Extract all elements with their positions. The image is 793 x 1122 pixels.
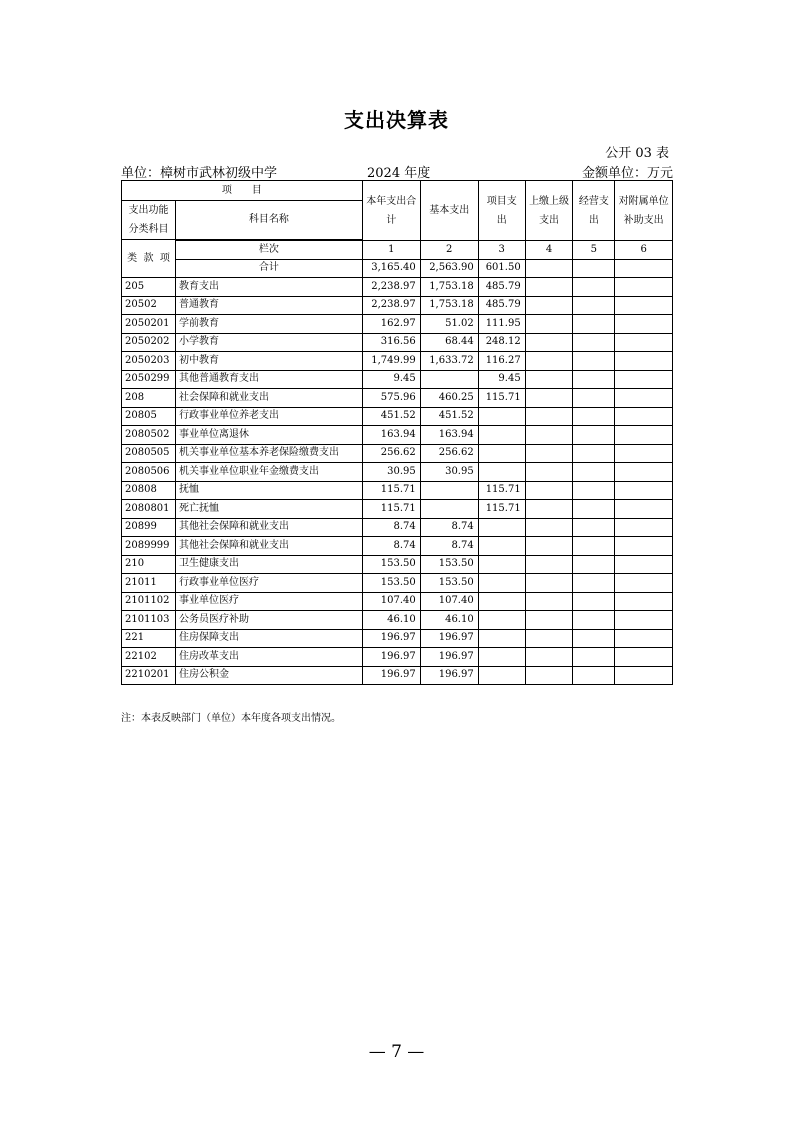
header-xiang: 项 [159, 252, 170, 264]
row-value-col-1: 107.40 [362, 592, 420, 611]
col-num-5: 5 [573, 241, 615, 260]
row-value-col-3: 485.79 [478, 296, 525, 315]
row-value-col-1: 451.52 [362, 407, 420, 426]
row-value-col-2: 196.97 [420, 648, 478, 667]
table-row [122, 444, 673, 463]
table-row [122, 407, 673, 426]
row-subject-name: 行政事业单位养老支出 [175, 407, 362, 426]
row-subject-name: 机关事业单位职业年金缴费支出 [175, 463, 362, 482]
row-value-col-3 [478, 555, 525, 574]
expenditure-table [121, 180, 673, 685]
row-value-col-3: 116.27 [478, 352, 525, 371]
row-value-col-4 [525, 555, 573, 574]
row-value-col-1: 2,238.97 [362, 278, 420, 297]
row-value-col-6 [615, 537, 673, 556]
row-value-col-3 [478, 537, 525, 556]
row-value-col-2 [420, 500, 478, 519]
row-value-col-6 [615, 389, 673, 408]
row-code: 2080506 [122, 463, 176, 482]
row-value-col-2: 1,753.18 [420, 278, 478, 297]
row-value-col-1: 46.10 [362, 611, 420, 630]
row-value-col-3: 248.12 [478, 333, 525, 352]
header-col-2: 基本支出 [420, 181, 478, 241]
row-code: 2080801 [122, 500, 176, 519]
row-value-col-2: 30.95 [420, 463, 478, 482]
row-value-col-1: 196.97 [362, 666, 420, 685]
row-value-col-1: 30.95 [362, 463, 420, 482]
row-value-col-1: 196.97 [362, 629, 420, 648]
row-value-col-4 [525, 592, 573, 611]
row-value-col-4 [525, 463, 573, 482]
header-col-6: 对附属单位补助支出 [615, 181, 673, 241]
row-code: 2210201 [122, 666, 176, 685]
row-value-col-1: 256.62 [362, 444, 420, 463]
row-value-col-4 [525, 389, 573, 408]
table-row [122, 537, 673, 556]
row-value-col-6 [615, 370, 673, 389]
row-value-col-2: 8.74 [420, 537, 478, 556]
table-row [122, 574, 673, 593]
row-value-col-2: 256.62 [420, 444, 478, 463]
header-lei: 类 [127, 252, 138, 264]
col-num-4: 4 [525, 241, 573, 260]
row-value-col-6 [615, 315, 673, 334]
row-value-col-2: 68.44 [420, 333, 478, 352]
row-value-col-1: 153.50 [362, 555, 420, 574]
row-value-col-1: 575.96 [362, 389, 420, 408]
row-code: 2050201 [122, 315, 176, 334]
table-row [122, 352, 673, 371]
row-value-col-5 [573, 500, 615, 519]
row-value-col-2: 163.94 [420, 426, 478, 445]
total-col-3: 601.50 [478, 259, 525, 278]
row-value-col-2: 107.40 [420, 592, 478, 611]
row-value-col-6 [615, 426, 673, 445]
row-code: 2050202 [122, 333, 176, 352]
row-value-col-3: 485.79 [478, 278, 525, 297]
row-value-col-6 [615, 629, 673, 648]
row-value-col-5 [573, 426, 615, 445]
table-row [122, 278, 673, 297]
row-code: 208 [122, 389, 176, 408]
row-value-col-2: 153.50 [420, 555, 478, 574]
row-value-col-3 [478, 407, 525, 426]
header-func-class: 支出功能分类科目 [122, 201, 176, 240]
header-col-5: 经营支出 [573, 181, 615, 241]
row-value-col-6 [615, 333, 673, 352]
row-value-col-6 [615, 296, 673, 315]
col-num-1: 1 [362, 241, 420, 260]
row-value-col-1: 2,238.97 [362, 296, 420, 315]
row-code: 2080502 [122, 426, 176, 445]
unit-line [121, 162, 673, 180]
row-code: 2101103 [122, 611, 176, 630]
row-value-col-4 [525, 518, 573, 537]
row-value-col-4 [525, 444, 573, 463]
row-value-col-2: 1,633.72 [420, 352, 478, 371]
table-row [122, 463, 673, 482]
row-value-col-3: 9.45 [478, 370, 525, 389]
col-num-2: 2 [420, 241, 478, 260]
row-value-col-5 [573, 481, 615, 500]
row-subject-name: 小学教育 [175, 333, 362, 352]
row-subject-name: 卫生健康支出 [175, 555, 362, 574]
row-value-col-5 [573, 278, 615, 297]
row-value-col-4 [525, 296, 573, 315]
row-value-col-1: 115.71 [362, 500, 420, 519]
row-code: 2101102 [122, 592, 176, 611]
row-value-col-3 [478, 629, 525, 648]
row-value-col-4 [525, 629, 573, 648]
row-subject-name: 住房改革支出 [175, 648, 362, 667]
header-lanci: 栏次 [175, 241, 362, 260]
row-value-col-1: 8.74 [362, 537, 420, 556]
row-value-col-5 [573, 389, 615, 408]
row-value-col-3 [478, 444, 525, 463]
row-code: 2050299 [122, 370, 176, 389]
header-heji: 合计 [175, 259, 362, 278]
row-value-col-6 [615, 481, 673, 500]
row-value-col-2: 8.74 [420, 518, 478, 537]
row-subject-name: 其他社会保障和就业支出 [175, 518, 362, 537]
row-value-col-5 [573, 352, 615, 371]
row-subject-name: 社会保障和就业支出 [175, 389, 362, 408]
row-code: 2050203 [122, 352, 176, 371]
row-subject-name: 事业单位医疗 [175, 592, 362, 611]
table-row [122, 370, 673, 389]
table-row [122, 555, 673, 574]
row-code: 21011 [122, 574, 176, 593]
col-num-6: 6 [615, 241, 673, 260]
row-value-col-5 [573, 296, 615, 315]
row-value-col-6 [615, 407, 673, 426]
row-value-col-4 [525, 574, 573, 593]
header-col-3: 项目支出 [478, 181, 525, 241]
row-value-col-4 [525, 481, 573, 500]
row-value-col-5 [573, 666, 615, 685]
row-value-col-4 [525, 407, 573, 426]
row-subject-name: 初中教育 [175, 352, 362, 371]
table-row [122, 592, 673, 611]
row-value-col-2 [420, 481, 478, 500]
row-value-col-5 [573, 370, 615, 389]
row-value-col-6 [615, 611, 673, 630]
row-value-col-5 [573, 537, 615, 556]
row-value-col-2: 153.50 [420, 574, 478, 593]
row-value-col-5 [573, 592, 615, 611]
table-row [122, 315, 673, 334]
row-value-col-5 [573, 555, 615, 574]
row-value-col-3 [478, 592, 525, 611]
row-value-col-3 [478, 611, 525, 630]
row-value-col-6 [615, 463, 673, 482]
row-value-col-2: 196.97 [420, 666, 478, 685]
row-value-col-4 [525, 537, 573, 556]
report-year: 2024 年度 [367, 166, 431, 181]
row-value-col-1: 316.56 [362, 333, 420, 352]
header-col-1: 本年支出合计 [362, 181, 420, 241]
row-code: 20899 [122, 518, 176, 537]
row-value-col-4 [525, 426, 573, 445]
row-value-col-4 [525, 333, 573, 352]
table-row [122, 666, 673, 685]
total-col-1: 3,165.40 [362, 259, 420, 278]
table-note: 注：本表反映部门（单位）本年度各项支出情况。 [121, 713, 341, 724]
row-value-col-2: 46.10 [420, 611, 478, 630]
row-value-col-2 [420, 370, 478, 389]
row-subject-name: 教育支出 [175, 278, 362, 297]
row-code: 2089999 [122, 537, 176, 556]
row-value-col-4 [525, 278, 573, 297]
row-value-col-5 [573, 315, 615, 334]
row-value-col-4 [525, 370, 573, 389]
total-col-5 [573, 259, 615, 278]
row-subject-name: 住房保障支出 [175, 629, 362, 648]
table-row [122, 333, 673, 352]
row-value-col-2: 51.02 [420, 315, 478, 334]
row-code: 2080505 [122, 444, 176, 463]
table-row [122, 629, 673, 648]
row-value-col-3: 115.71 [478, 481, 525, 500]
row-value-col-2: 1,753.18 [420, 296, 478, 315]
currency-unit: 金额单位：万元 [581, 166, 673, 181]
row-value-col-3 [478, 426, 525, 445]
row-value-col-5 [573, 629, 615, 648]
table-code: 公开 03 表 [605, 146, 669, 161]
unit-name: 单位：樟树市武林初级中学 [121, 166, 278, 181]
row-value-col-5 [573, 444, 615, 463]
row-value-col-6 [615, 592, 673, 611]
row-value-col-3 [478, 648, 525, 667]
row-value-col-6 [615, 500, 673, 519]
row-value-col-5 [573, 407, 615, 426]
table-row [122, 611, 673, 630]
row-value-col-6 [615, 666, 673, 685]
row-value-col-5 [573, 574, 615, 593]
row-value-col-3: 111.95 [478, 315, 525, 334]
row-value-col-5 [573, 611, 615, 630]
row-subject-name: 公务员医疗补助 [175, 611, 362, 630]
row-subject-name: 机关事业单位基本养老保险缴费支出 [175, 444, 362, 463]
row-value-col-4 [525, 666, 573, 685]
row-value-col-3 [478, 518, 525, 537]
row-value-col-6 [615, 444, 673, 463]
row-value-col-5 [573, 518, 615, 537]
row-value-col-3 [478, 574, 525, 593]
row-value-col-6 [615, 352, 673, 371]
header-kuan: 款 [143, 252, 154, 264]
row-subject-name: 其他社会保障和就业支出 [175, 537, 362, 556]
row-code: 20808 [122, 481, 176, 500]
row-value-col-3: 115.71 [478, 389, 525, 408]
page-number: — 7 — [368, 1042, 425, 1062]
row-value-col-1: 162.97 [362, 315, 420, 334]
row-subject-name: 行政事业单位医疗 [175, 574, 362, 593]
row-subject-name: 死亡抚恤 [175, 500, 362, 519]
row-value-col-1: 196.97 [362, 648, 420, 667]
row-value-col-5 [573, 333, 615, 352]
row-value-col-5 [573, 463, 615, 482]
header-col-4: 上缴上级支出 [525, 181, 573, 241]
row-subject-name: 事业单位离退休 [175, 426, 362, 445]
row-value-col-4 [525, 500, 573, 519]
table-row [122, 518, 673, 537]
row-subject-name: 学前教育 [175, 315, 362, 334]
header-item: 项 目 [122, 181, 363, 201]
row-code: 20502 [122, 296, 176, 315]
table-row [122, 648, 673, 667]
row-code: 22102 [122, 648, 176, 667]
row-value-col-6 [615, 648, 673, 667]
total-col-4 [525, 259, 573, 278]
row-value-col-4 [525, 611, 573, 630]
row-value-col-5 [573, 648, 615, 667]
row-value-col-2: 451.52 [420, 407, 478, 426]
row-value-col-1: 8.74 [362, 518, 420, 537]
row-subject-name: 抚恤 [175, 481, 362, 500]
table-row [122, 500, 673, 519]
row-value-col-1: 9.45 [362, 370, 420, 389]
page-title: 支出决算表 [344, 108, 449, 132]
total-col-6 [615, 259, 673, 278]
table-row [122, 426, 673, 445]
row-value-col-6 [615, 574, 673, 593]
row-code: 205 [122, 278, 176, 297]
row-value-col-3: 115.71 [478, 500, 525, 519]
row-subject-name: 住房公积金 [175, 666, 362, 685]
row-value-col-4 [525, 648, 573, 667]
row-value-col-1: 1,749.99 [362, 352, 420, 371]
row-value-col-2: 460.25 [420, 389, 478, 408]
row-value-col-1: 163.94 [362, 426, 420, 445]
row-value-col-4 [525, 315, 573, 334]
total-col-2: 2,563.90 [420, 259, 478, 278]
row-subject-name: 其他普通教育支出 [175, 370, 362, 389]
row-value-col-6 [615, 555, 673, 574]
row-value-col-6 [615, 278, 673, 297]
row-value-col-2: 196.97 [420, 629, 478, 648]
header-subject-name: 科目名称 [175, 201, 362, 240]
col-num-3: 3 [478, 241, 525, 260]
row-code: 20805 [122, 407, 176, 426]
table-row [122, 296, 673, 315]
row-value-col-3 [478, 666, 525, 685]
header-lei-kuan-xiang [122, 240, 176, 278]
table-row [122, 481, 673, 500]
table-row [122, 389, 673, 408]
row-subject-name: 普通教育 [175, 296, 362, 315]
row-value-col-3 [478, 463, 525, 482]
row-value-col-6 [615, 518, 673, 537]
row-code: 221 [122, 629, 176, 648]
row-code: 210 [122, 555, 176, 574]
row-value-col-4 [525, 352, 573, 371]
row-value-col-1: 153.50 [362, 574, 420, 593]
row-value-col-1: 115.71 [362, 481, 420, 500]
